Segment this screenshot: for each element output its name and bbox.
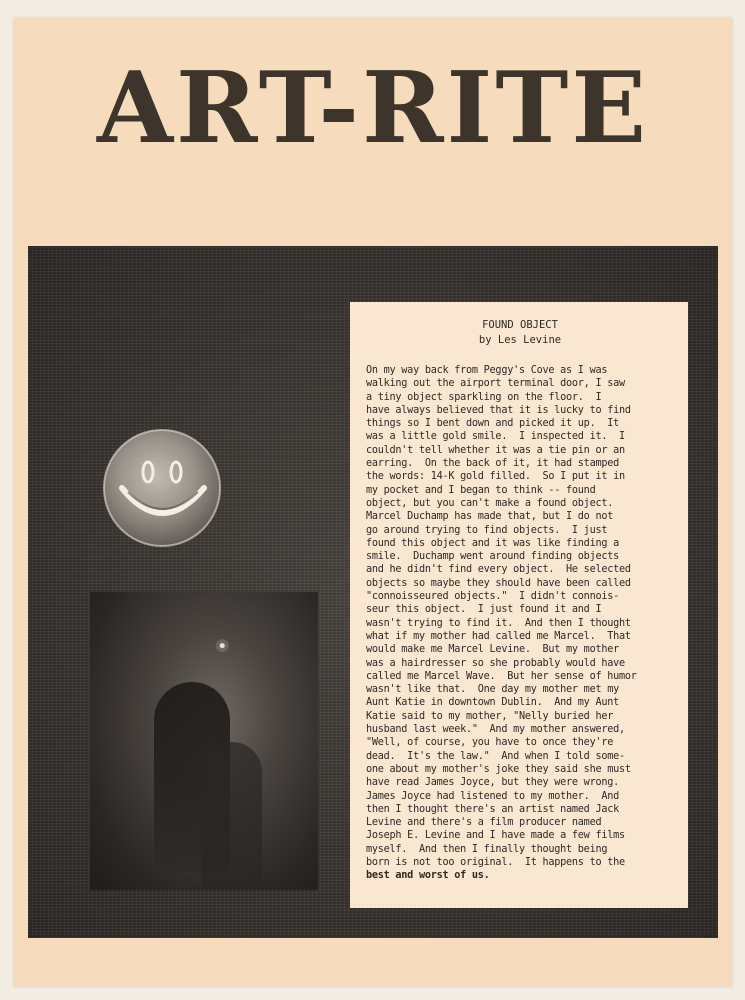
article-line: a tiny object sparkling on the floor. I [366, 391, 602, 403]
article-body [366, 364, 674, 883]
article-line: what if my mother had called me Marcel. That [366, 630, 631, 642]
article-line: James Joyce had listened to my mother. And [366, 790, 619, 802]
article-line: couldn't tell whether it was a tie pin or an [366, 444, 625, 456]
article-line: then I thought there's an artist named Jack [366, 803, 619, 815]
article-line: dead. It's the law." And when I told some- [366, 750, 625, 762]
cover-image [28, 246, 718, 938]
article-line: Katie said to my mother, "Nelly buried her [366, 710, 614, 722]
article-line: have read James Joyce, but they were wrong. [366, 777, 619, 789]
article-line: wasn't trying to find it. And then I thought [366, 617, 631, 629]
article-line: On my way back from Peggy's Cove as I was [366, 365, 608, 376]
article-line: one about my mother's joke they said she must [366, 763, 631, 775]
article-line: found this object and it was like finding a [366, 537, 619, 549]
article-line: Marcel Duchamp has made that, but I do not [366, 511, 614, 523]
article-line: myself. And then I finally thought being [366, 843, 608, 855]
article-byline: by Les Levine [478, 334, 562, 346]
article-line: go around trying to find objects. I just [366, 524, 608, 536]
article-line: called me Marcel Wave. But her sense of humor [366, 670, 637, 682]
article-line: husband last week." And my mother answered, [366, 724, 625, 736]
article-line: was a little gold smile. I inspected it. I [366, 431, 625, 443]
silhouette-figure [202, 742, 262, 890]
article-line: "Well, of course, you have to once they're [366, 737, 614, 749]
article-line: Levine and there's a film producer named [366, 817, 602, 829]
article-line: things so I bent down and picked it up. It [366, 418, 619, 430]
masthead-title: ART-RITE [96, 51, 650, 166]
article-line: Joseph E. Levine and I have made a few films [366, 830, 625, 842]
article-line: smile. Duchamp went around finding objects [366, 551, 619, 563]
shadow-photo [90, 592, 318, 890]
article-line: walking out the airport terminal door, I saw [366, 378, 625, 390]
article-box [350, 302, 688, 908]
article-line: objects so maybe they should have been called [366, 577, 631, 589]
article-line: was a hairdresser so she probably would have [366, 657, 625, 669]
article-line: my pocket and I began to think -- found [366, 484, 596, 496]
article-line: and he didn't find every object. He selected [366, 564, 631, 576]
article-line: Aunt Katie in downtown Dublin. And my Aunt [366, 697, 619, 709]
article-line: the words: 14-K gold filled. So I put it in [366, 471, 625, 483]
article-line: earring. On the back of it, it had stamped [366, 458, 619, 470]
article-line: best and worst of us. [366, 870, 490, 882]
article-line: have always believed that it is lucky to find [366, 404, 631, 416]
article-line: born is not too original. It happens to the [366, 856, 625, 868]
magazine-page [14, 18, 732, 986]
article-title: FOUND OBJECT [482, 319, 558, 331]
article-line: would make me Marcel Levine. But my mother [366, 644, 619, 656]
article-line: wasn't like that. One day my mother met my [366, 684, 619, 696]
article-line: "connoisseured objects." I didn't connois- [366, 591, 619, 603]
article-line: seur this object. I just found it and I [366, 604, 602, 616]
article-line: object, but you can't make a found object. [366, 497, 614, 509]
smiley-pin-icon [100, 426, 224, 550]
